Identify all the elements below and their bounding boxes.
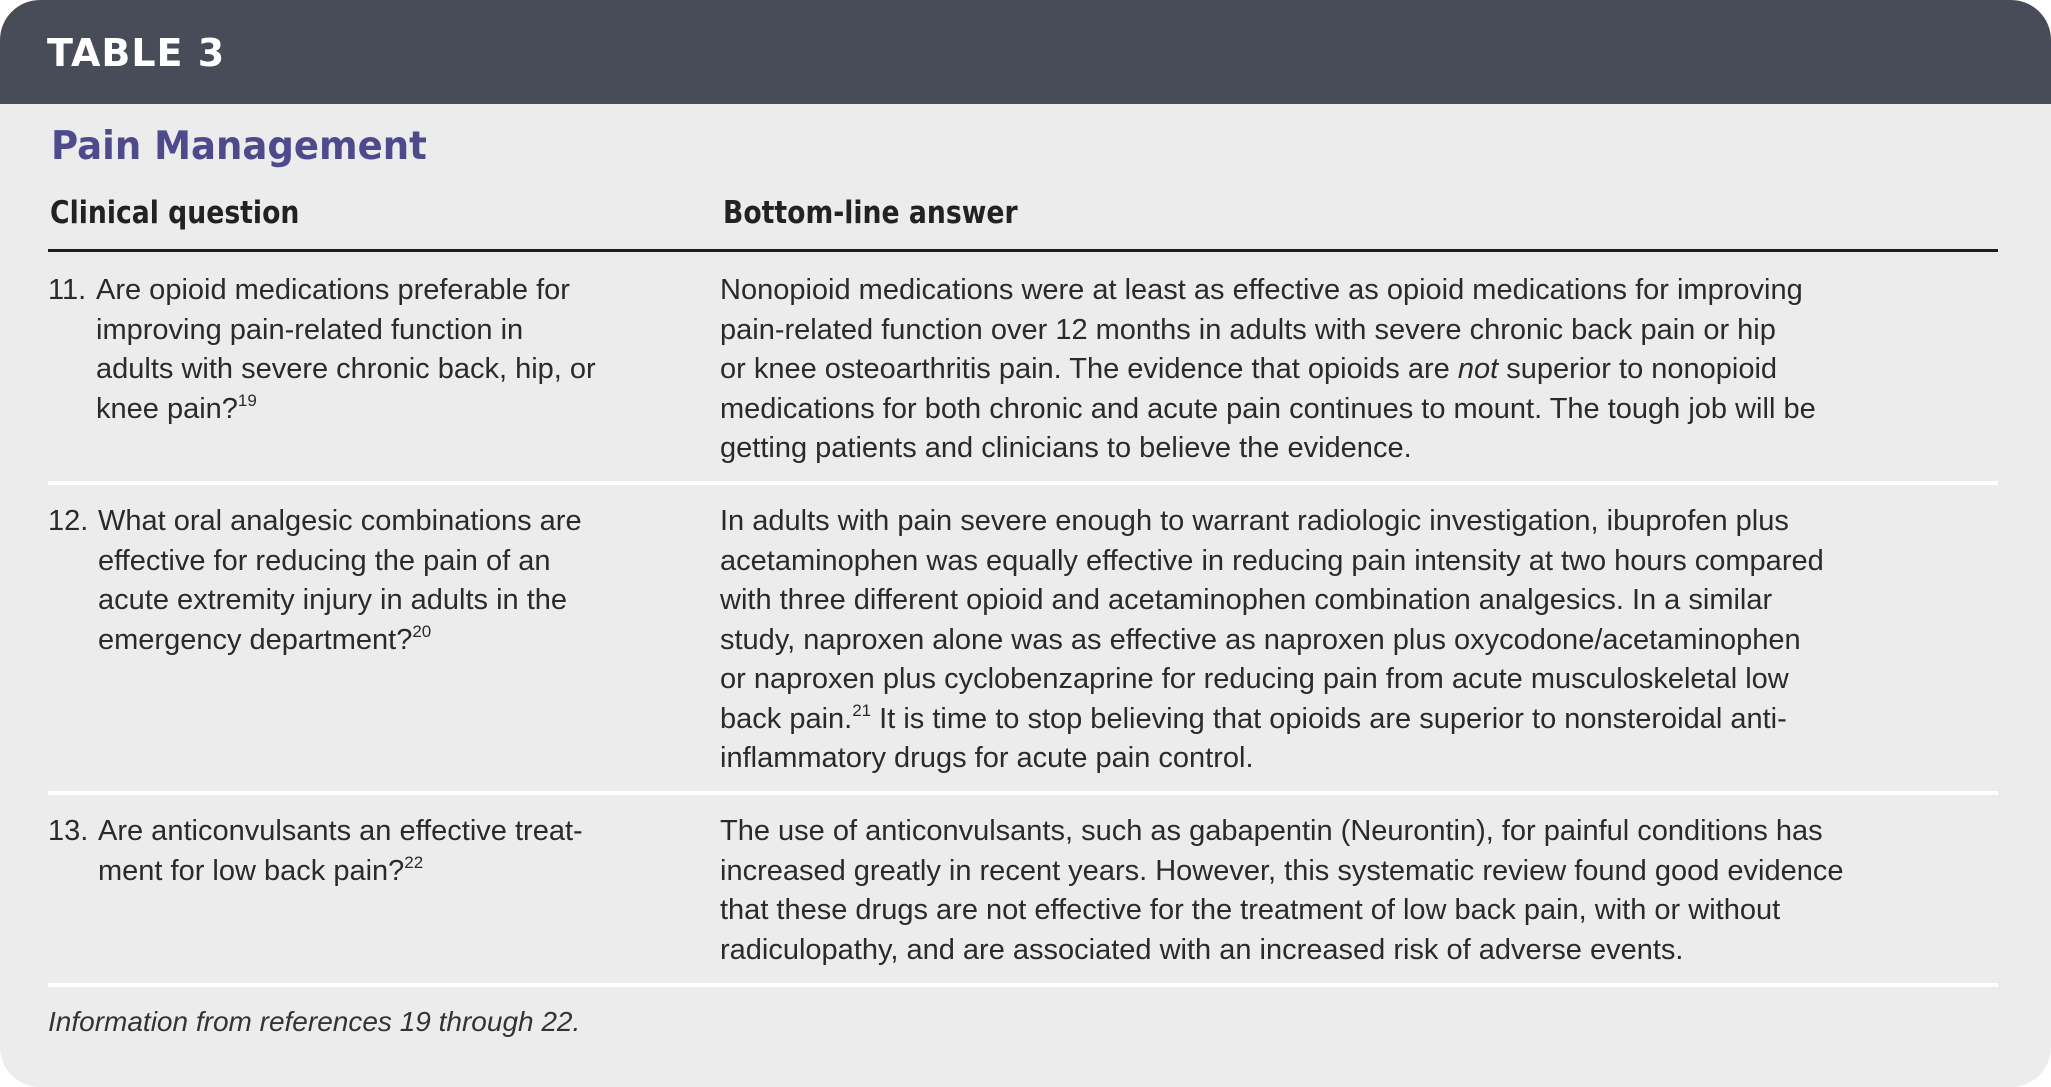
question-line: adults with severe chronic back, hip, or xyxy=(96,353,596,385)
answer-line: superior to nonopioid xyxy=(1498,353,1778,385)
answer-line: The use of anticonvulsants, such as gabapentin (Neurontin), for painful conditions has xyxy=(720,815,1823,847)
row-separator xyxy=(48,983,1998,987)
emphasis-text: not xyxy=(1457,353,1499,385)
column-header-answer: Bottom-line answer xyxy=(723,195,1018,231)
reference-superscript: 22 xyxy=(404,852,424,872)
answer-line: radiculopathy, and are associated with an increased risk of adverse events. xyxy=(720,933,1684,966)
answer-line: with three different opioid and acetaminophen combination analgesics. In a similar xyxy=(720,584,1773,616)
answer-line: medications for both chronic and acute pain continues to mount. The tough job will be xyxy=(720,392,1816,425)
question-number: 13. xyxy=(48,815,89,847)
table-row-answer xyxy=(720,271,2000,469)
answer-line: inflammatory drugs for acute pain control. xyxy=(720,742,1254,774)
reference-superscript: 21 xyxy=(852,700,872,720)
question-line: acute extremity injury in adults in the xyxy=(98,584,568,616)
table-row-question xyxy=(48,271,688,429)
header-rule xyxy=(48,249,1998,252)
question-line: knee pain? xyxy=(96,392,238,425)
answer-line: acetaminophen was equally effective in reducing pain intensity at two hours compared xyxy=(720,544,1824,577)
question-line: Are anticonvulsants an effective treat- xyxy=(98,815,583,847)
table-row-question xyxy=(48,812,688,891)
table-footnote: Information from references 19 through 22. xyxy=(48,1006,581,1037)
answer-line: study, naproxen alone was as effective as naproxen plus oxycodone/acetaminophen xyxy=(720,623,1801,656)
table-row-answer xyxy=(720,812,2000,970)
column-header-question: Clinical question xyxy=(50,195,300,231)
question-line: Are opioid medications preferable for xyxy=(96,274,570,306)
reference-superscript: 19 xyxy=(237,390,257,410)
table-title: Pain Management xyxy=(51,124,427,169)
question-number: 11. xyxy=(48,274,87,306)
row-separator xyxy=(48,791,1998,795)
table-header-bar xyxy=(0,0,2051,104)
question-line: What oral analgesic combinations are xyxy=(98,505,582,537)
table-label: TABLE 3 xyxy=(47,31,226,75)
answer-line: or knee osteoarthritis pain. The evidence that opioids are xyxy=(720,353,1458,385)
answer-line: getting patients and clinicians to believe the evidence. xyxy=(720,432,1412,464)
question-number: 12. xyxy=(48,505,89,537)
reference-superscript: 20 xyxy=(412,621,432,641)
question-line: ment for low back pain? xyxy=(98,854,405,887)
question-line: improving pain-related function in xyxy=(96,313,524,346)
answer-line: In adults with pain severe enough to warrant radiologic investigation, ibuprofen plus xyxy=(720,505,1789,537)
answer-line: pain-related function over 12 months in adults with severe chronic back pain or hip xyxy=(720,313,1776,346)
answer-line: It is time to stop believing that opioids are superior to nonsteroidal anti- xyxy=(871,702,1787,735)
answer-line: or naproxen plus cyclobenzaprine for reducing pain from acute musculoskeletal low xyxy=(720,663,1789,695)
row-separator xyxy=(48,481,1998,485)
answer-line: that these drugs are not effective for the treatment of low back pain, with or without xyxy=(720,894,1781,926)
answer-line: Nonopioid medications were at least as effective as opioid medications for improving xyxy=(720,274,1803,306)
answer-line: increased greatly in recent years. However, this systematic review found good evidence xyxy=(720,854,1844,887)
question-line: emergency department? xyxy=(98,623,413,656)
table-row-answer xyxy=(720,502,2000,779)
answer-line: back pain. xyxy=(720,702,853,735)
table-row-question xyxy=(48,502,688,660)
question-line: effective for reducing the pain of an xyxy=(98,544,551,577)
